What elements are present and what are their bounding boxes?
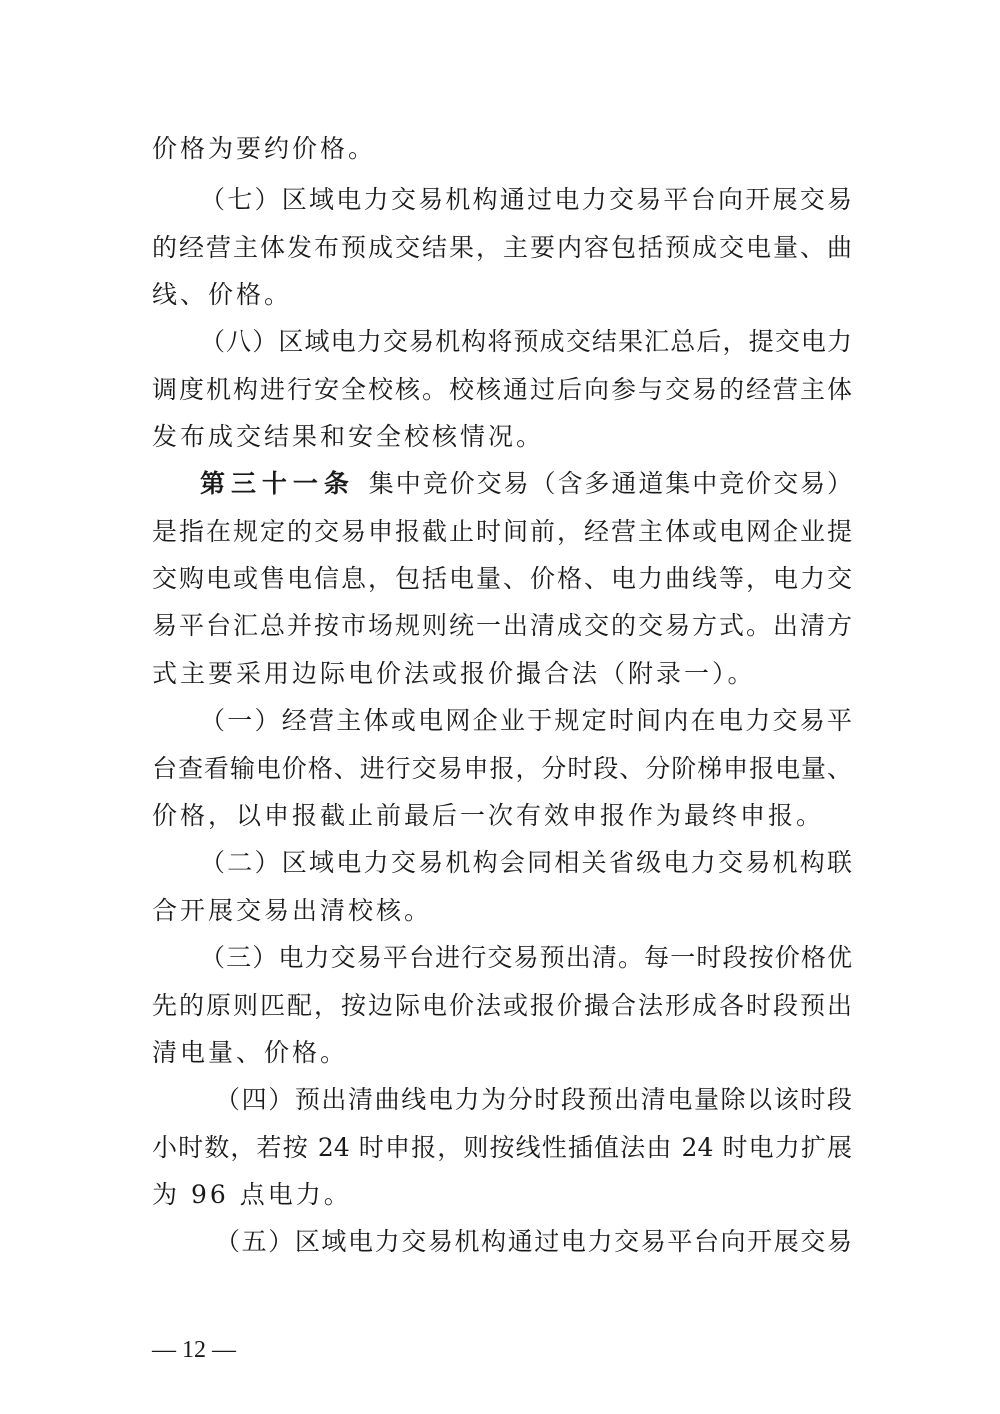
paragraph-line: 先的原则匹配，按边际电价法或报价撮合法形成各时段预出 <box>152 991 852 1020</box>
paragraph-line: （二）区域电力交易机构会同相关省级电力交易机构联 <box>200 848 852 877</box>
paragraph-line: （五）区域电力交易机构通过电力交易平台向开展交易 <box>215 1227 852 1256</box>
paragraph-line: 是指在规定的交易申报截止时间前，经营主体或电网企业提 <box>152 517 852 546</box>
paragraph-line: 为 96 点电力。 <box>152 1180 352 1209</box>
paragraph-line: 价格，以申报截止前最后一次有效申报作为最终申报。 <box>152 801 825 830</box>
paragraph-line: 清电量、价格。 <box>152 1038 349 1067</box>
paragraph-line: 易平台汇总并按市场规则统一出清成交的交易方式。出清方 <box>152 611 852 640</box>
article-text: 集中竞价交易（含多通道集中竞价交易） <box>368 469 852 498</box>
article-first-line <box>200 460 852 508</box>
paragraph-line: （一）经营主体或电网企业于规定时间内在电力交易平 <box>200 706 852 735</box>
paragraph-line: 的经营主体发布预成交结果，主要内容包括预成交电量、曲 <box>152 233 852 262</box>
page-number: — 12 — <box>152 1337 236 1363</box>
paragraph-line: （七）区域电力交易机构通过电力交易平台向开展交易 <box>200 185 852 214</box>
paragraph-line: 价格为要约价格。 <box>152 134 377 163</box>
paragraph-line: 式主要采用边际电价法或报价撮合法（附录一）。 <box>152 659 756 688</box>
paragraph-line: （三）电力交易平台进行交易预出清。每一时段按价格优 <box>200 943 852 972</box>
paragraph-line: 发布成交结果和安全校核情况。 <box>152 422 545 451</box>
paragraph-line: 小时数，若按 24 时申报，则按线性插值法由 24 时电力扩展 <box>152 1133 852 1162</box>
paragraph-line: （八）区域电力交易机构将预成交结果汇总后，提交电力 <box>200 327 852 356</box>
article-heading: 第三十一条 <box>200 469 355 498</box>
paragraph-line: 线、价格。 <box>152 280 293 309</box>
paragraph-line: （四）预出清曲线电力为分时段预出清电量除以该时段 <box>215 1085 852 1114</box>
paragraph-line: 调度机构进行安全校核。校核通过后向参与交易的经营主体 <box>152 375 852 404</box>
paragraph-line: 合开展交易出清校核。 <box>152 896 433 925</box>
paragraph-line: 台查看输电价格、进行交易申报，分时段、分阶梯申报电量、 <box>152 754 852 783</box>
paragraph-line: 交购电或售电信息，包括电量、价格、电力曲线等，电力交 <box>152 564 852 593</box>
